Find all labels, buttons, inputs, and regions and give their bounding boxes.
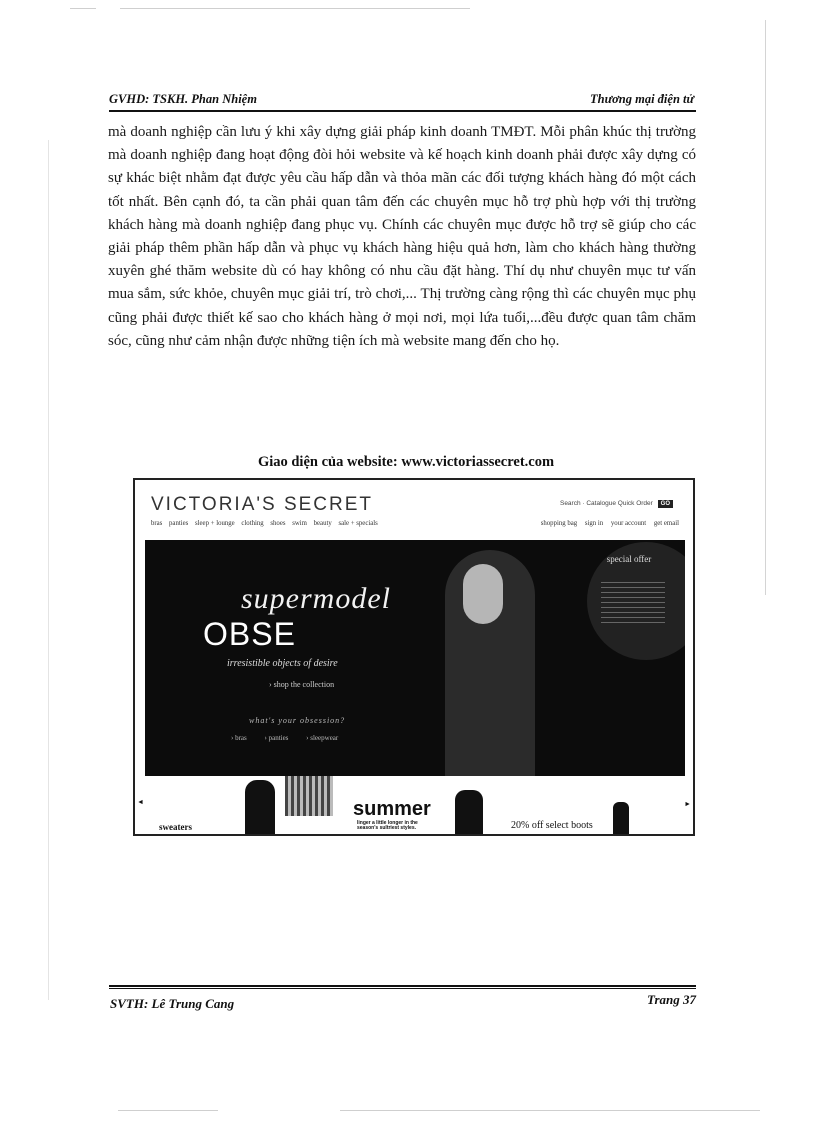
scan-artifact [120,8,470,9]
vs-go-button: GO [658,500,673,508]
vs-util-item: your account [610,520,647,527]
vs-hero-subtitle: irresistible objects of desire [227,658,338,669]
promo-image [285,776,333,816]
header-supervisor: GVHD: TSKH. Phan Nhiệm [109,92,257,106]
vs-offer-title: special offer [606,554,652,564]
vs-special-offer [587,542,685,660]
promo-figure [245,780,275,834]
vs-promo-strip [135,776,693,836]
vs-util-item: get email [653,520,679,527]
vs-nav-item: panties [169,520,189,527]
vs-header [135,480,693,536]
arrow-left-icon: ◄ [137,798,144,806]
vs-utility-links [535,520,679,527]
vs-hero-obsession: OBSE [203,616,296,652]
arrow-right-icon: ► [684,800,691,808]
footer-rule [109,988,696,989]
vs-nav [151,520,383,527]
header-subject: Thương mại điện tử [590,92,694,106]
vs-nav-item: sleep + lounge [195,520,235,527]
body-text [108,121,696,353]
vs-promo-sweaters: sweaters [159,822,192,832]
footer-page-number: Trang 37 [647,992,696,1007]
website-screenshot [133,478,695,836]
scan-artifact [118,1110,218,1111]
vs-hero-links [231,734,354,742]
vs-hero-title: supermodel [241,582,391,615]
vs-promo-boots: 20% off select boots [511,820,593,831]
vs-hero-shop-link: › shop the collection [269,680,335,689]
scan-artifact [765,20,766,595]
scan-artifact [340,1110,760,1111]
model-face [463,564,503,624]
vs-hero-link: › bras [231,734,247,742]
page-header [109,92,696,110]
promo-figure [455,790,483,834]
header-rule [109,110,696,112]
vs-hero-banner [145,540,685,776]
vs-offer-text-lines [601,578,665,624]
vs-hero-link: › sleepwear [306,734,339,742]
vs-nav-item: sale + specials [338,520,378,527]
footer-rule [109,985,696,987]
body-paragraph: mà doanh nghiệp cần lưu ý khi xây dựng giải pháp kinh doanh TMĐT. Mỗi phân khúc thị trường mà doanh nghiệp đang hoạt động đòi hỏi website và kế hoạch kinh doanh phải được xây dựng có sự khác biệt nhằm đạt được yêu cầu hấp dẫn và thỏa mãn các đối tượng khách hàng đó một cách tốt nhất. Bên cạnh đó, ta cần phải quan tâm đến các chuyên mục hỗ trợ phù hợp với thị trường khách hàng mà doanh nghiệp đang phục vụ. Chính các chuyên mục được hỗ trợ sẽ giúp cho các giải pháp thêm phần hấp dẫn và phục vụ khách hàng hiệu quả hơn, làm cho khách hàng thường xuyên ghé thăm website dù có hay không có nhu cầu đặt hàng. Thí dụ như chuyên mục tư vấn mua sắm, sức khỏe, chuyên mục giải trí, trò chơi,... Thị trường càng rộng thì các chuyên mục phụ cũng phải được thiết kế sao cho khách hàng ở mọi nơi, mọi lứa tuổi,...đều được quan tâm chăm sóc, cũng như cảm nhận được những tiện ích mà website mang đến cho họ. [108,124,696,349]
vs-nav-item: shoes [270,520,286,527]
vs-promo-summer: summer [353,798,431,820]
vs-nav-item: clothing [241,520,264,527]
promo-figure [613,802,629,836]
scan-artifact [70,8,96,9]
vs-logo: VICTORIA'S SECRET [151,494,374,515]
vs-util-item: shopping bag [540,520,578,527]
vs-search [560,500,673,508]
vs-nav-item: beauty [313,520,332,527]
footer-student: SVTH: Lê Trung Cang [110,996,235,1011]
vs-nav-item: swim [292,520,307,527]
vs-nav-item: bras [151,520,163,527]
vs-promo-summer-sub: linger a little longer in the season's sultriest styles. [357,820,418,831]
scan-artifact [48,140,49,1000]
vs-search-label: Search · Catalogue Quick Order [559,500,653,507]
vs-hero-question: what's your obsession? [249,716,346,725]
vs-hero-link: › panties [264,734,289,742]
vs-util-item: sign in [584,520,604,527]
figure-caption: Giao diện của website: www.victoriassecret.com [257,454,555,470]
